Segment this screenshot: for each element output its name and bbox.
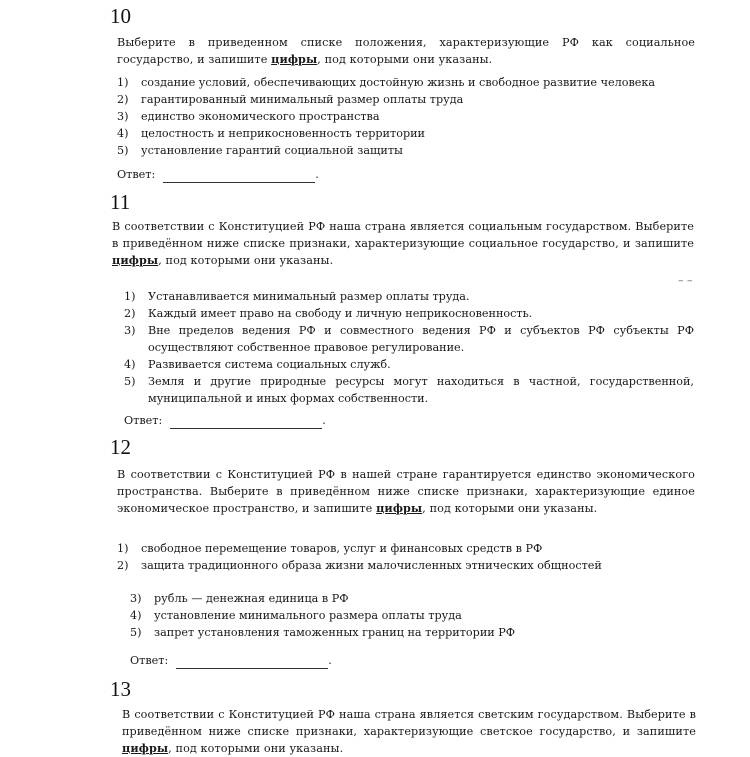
question-text-end: , под которыми они указаны. — [168, 742, 344, 755]
task-10-question — [117, 34, 695, 68]
list-item — [117, 142, 655, 159]
answer-field[interactable] — [163, 170, 315, 183]
task-number-13: 13 — [110, 677, 131, 701]
task-10-answer: Ответ: . — [117, 168, 319, 181]
question-text-end: , под которыми они указаны. — [317, 53, 493, 66]
list-item — [117, 91, 655, 108]
option-text: гарантированный минимальный размер оплаты труда — [141, 93, 464, 106]
answer-label: Ответ: — [117, 168, 156, 181]
task-number-11: 11 — [110, 190, 131, 214]
list-item — [124, 288, 694, 305]
option-text: Устанавливается минимальный размер оплаты труда. — [148, 290, 470, 303]
answer-field[interactable] — [176, 656, 328, 669]
task-12-options-a — [117, 540, 602, 574]
option-number: 5) — [124, 375, 136, 388]
option-number: 5) — [130, 626, 142, 639]
option-number: 1) — [124, 290, 136, 303]
question-text-end: , под которыми они указаны. — [158, 254, 334, 267]
list-item — [117, 108, 655, 125]
option-text: установление гарантий социальной защиты — [141, 144, 403, 157]
task-10-options — [117, 74, 655, 159]
list-item — [117, 557, 602, 574]
list-item — [117, 74, 655, 91]
option-number: 2) — [117, 559, 129, 572]
option-number: 1) — [117, 76, 129, 89]
option-text: защита традиционного образа жизни малочисленных этнических общностей — [141, 559, 602, 572]
option-text: Земля и другие природные ресурсы могут находиться в частной, государственной, муниципальной и иных формах собственности. — [148, 375, 694, 405]
option-text: целостность и неприкосновенность территории — [141, 127, 426, 140]
task-11-answer: Ответ: . — [124, 414, 326, 427]
option-text: установление минимального размера оплаты труда — [154, 609, 462, 622]
list-item — [130, 590, 515, 607]
list-item — [124, 373, 694, 407]
task-number-12: 12 — [110, 435, 131, 459]
option-number: 5) — [117, 144, 129, 157]
question-text: В соответствии с Конституцией РФ наша страна является светским государством. Выберите в приведённом ниже списке признаки, характеризующие светское государство, и запишите — [122, 708, 696, 738]
option-number: 2) — [124, 307, 136, 320]
list-item — [124, 322, 694, 356]
option-number: 2) — [117, 93, 129, 106]
emphasis-digits: цифры — [376, 501, 423, 515]
dash-mark: – – — [678, 274, 693, 287]
option-text: единство экономического пространства — [141, 110, 380, 123]
option-number: 3) — [124, 324, 136, 337]
task-12-options-b — [130, 590, 515, 641]
option-number: 3) — [117, 110, 129, 123]
option-number: 3) — [130, 592, 142, 605]
task-12-answer: Ответ: . — [130, 654, 332, 667]
option-text: Каждый имеет право на свободу и личную неприкосновенность. — [148, 307, 533, 320]
option-number: 4) — [117, 127, 129, 140]
option-number: 1) — [117, 542, 129, 555]
list-item — [130, 607, 515, 624]
option-text: Вне пределов ведения РФ и совместного ведения РФ и субъектов РФ субъекты РФ осуществляют собственное правовое регулирование. — [148, 324, 694, 354]
emphasis-digits: цифры — [122, 741, 169, 755]
list-item — [124, 305, 694, 322]
option-text: свободное перемещение товаров, услуг и финансовых средств в РФ — [141, 542, 543, 555]
answer-field[interactable] — [170, 416, 322, 429]
option-text: Развивается система социальных служб. — [148, 358, 391, 371]
option-text: рубль — денежная единица в РФ — [154, 592, 349, 605]
task-number-10: 10 — [110, 4, 131, 28]
list-item — [117, 540, 602, 557]
task-11-options — [124, 288, 694, 407]
task-11-question — [112, 218, 694, 269]
answer-label: Ответ: — [130, 654, 169, 667]
task-12-question — [117, 466, 695, 517]
option-text: запрет установления таможенных границ на территории РФ — [154, 626, 516, 639]
answer-label: Ответ: — [124, 414, 163, 427]
emphasis-digits: цифры — [112, 253, 159, 267]
option-number: 4) — [130, 609, 142, 622]
task-13-question — [122, 706, 696, 757]
question-text: Выберите в приведенном списке положения, характеризующие РФ как социальное государство, и запишите — [117, 36, 695, 66]
emphasis-digits: цифры — [271, 52, 318, 66]
list-item — [124, 356, 694, 373]
question-text-end: , под которыми они указаны. — [422, 502, 598, 515]
option-number: 4) — [124, 358, 136, 371]
option-text: создание условий, обеспечивающих достойную жизнь и свободное развитие человека — [141, 76, 656, 89]
question-text: В соответствии с Конституцией РФ наша страна является социальным государством. Выберите в приведённом ниже списке признаки, характеризующие социальное государство, и запишите — [112, 220, 694, 250]
list-item — [117, 125, 655, 142]
question-text: В соответствии с Конституцией РФ в нашей стране гарантируется единство экономического пространства. Выберите в приведённом ниже списке признаки, характеризующие единое экономическое пространство, и запишите — [117, 468, 695, 515]
list-item — [130, 624, 515, 641]
